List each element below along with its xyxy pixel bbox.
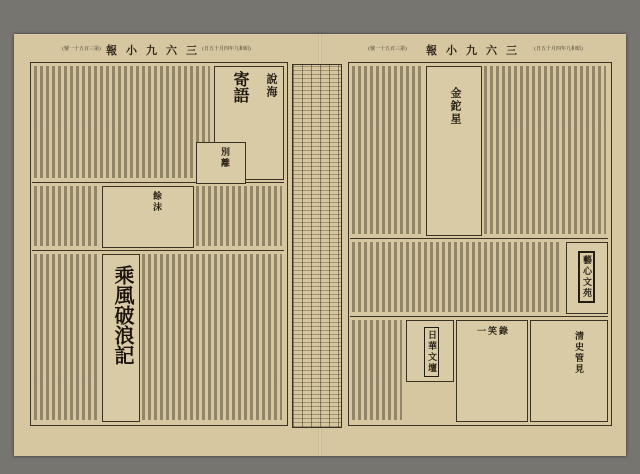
yumo-section (102, 186, 194, 248)
jintuoxing-section (426, 66, 482, 236)
yumo-heading: 餘沫 (151, 191, 161, 213)
article-text (34, 254, 98, 420)
right-date-label: (日五十月四年九和昭) (534, 46, 583, 52)
qingshi-heading: 清史管見 (573, 331, 583, 375)
right-masthead: 報小九六三 (426, 44, 526, 57)
article-text (196, 186, 282, 246)
divider (350, 316, 608, 317)
article-text (352, 66, 422, 234)
article-text (142, 254, 282, 420)
train-timetable (292, 64, 342, 428)
article-text (352, 242, 562, 312)
yixin-section (566, 242, 608, 314)
yixiao-section (456, 320, 528, 422)
bieli-heading: 別離 (219, 147, 229, 169)
left-issue-label: (號一十五百三第) (62, 46, 101, 52)
right-issue-label: (號一十五百三第) (368, 46, 407, 52)
calligraphy-title: 寄語 (231, 71, 250, 103)
divider (32, 250, 284, 251)
yixin-heading: 藝心文苑 (578, 251, 595, 303)
article-text (34, 66, 210, 178)
divider (32, 182, 284, 183)
left-masthead: 報小九六三 (106, 44, 206, 57)
calligraphy-section (102, 254, 140, 422)
shuohai-heading: 說海 (265, 73, 278, 99)
rihua-heading: 日華文壇 (424, 327, 439, 377)
calligraphy-heading: 乘風破浪記 (111, 265, 135, 365)
article-text (34, 186, 98, 246)
article-text (484, 66, 606, 234)
yixiao-heading: 一笑錄 (477, 327, 511, 337)
divider (350, 238, 608, 239)
jintuoxing-heading: 金鉈星 (449, 87, 462, 126)
newspaper-sheet (14, 34, 626, 456)
article-text (352, 320, 402, 420)
bieli-section (196, 142, 246, 184)
rihua-section (406, 320, 454, 382)
left-date-label: (日五十月四年九和昭) (202, 46, 251, 52)
qingshi-section (530, 320, 608, 422)
